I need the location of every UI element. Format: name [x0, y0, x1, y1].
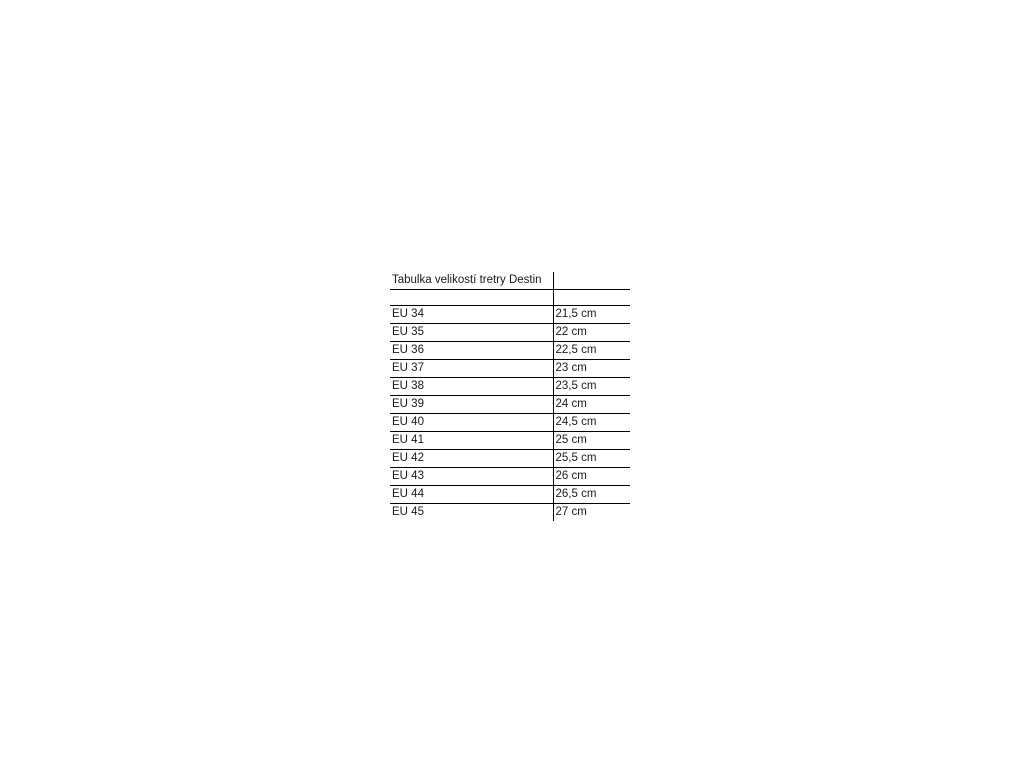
table-spacer-row — [390, 290, 630, 306]
size-cell: EU 45 — [390, 504, 553, 522]
table-row — [390, 360, 630, 378]
size-cell: EU 34 — [390, 306, 553, 324]
size-cell: EU 36 — [390, 342, 553, 360]
size-cell: EU 42 — [390, 450, 553, 468]
length-cell: 27 cm — [555, 506, 587, 518]
length-cell: 26,5 cm — [553, 486, 630, 504]
table-row — [390, 378, 630, 396]
table-row — [390, 396, 630, 414]
length-cell: 21,5 cm — [553, 306, 630, 324]
length-cell: 23 cm — [553, 360, 630, 378]
table-title-spacer — [553, 272, 630, 290]
length-cell: 24,5 cm — [553, 414, 630, 432]
length-cell: 25 cm — [553, 432, 630, 450]
table-row — [390, 414, 630, 432]
table-row — [390, 468, 630, 486]
table-title-row — [390, 272, 630, 290]
table-row — [390, 324, 630, 342]
size-cell: EU 35 — [390, 324, 553, 342]
table-row — [390, 504, 630, 522]
length-cell: 25,5 cm — [553, 450, 630, 468]
size-cell: EU 44 — [390, 486, 553, 504]
length-cell: 22 cm — [553, 324, 630, 342]
length-cell: 22,5 cm — [553, 342, 630, 360]
size-cell: EU 40 — [390, 414, 553, 432]
length-cell: 26 cm — [553, 468, 630, 486]
spacer-cell-left — [390, 290, 553, 306]
size-table — [390, 272, 630, 521]
size-cell: EU 39 — [390, 396, 553, 414]
size-cell: EU 43 — [390, 468, 553, 486]
table-row — [390, 432, 630, 450]
table-row — [390, 486, 630, 504]
length-cell: 24 cm — [553, 396, 630, 414]
size-chart — [390, 272, 630, 521]
table-row — [390, 450, 630, 468]
spacer-cell-right — [553, 290, 630, 306]
size-cell: EU 37 — [390, 360, 553, 378]
size-cell: EU 38 — [390, 378, 553, 396]
size-cell: EU 41 — [390, 432, 553, 450]
table-row — [390, 306, 630, 324]
length-cell: 23,5 cm — [553, 378, 630, 396]
page-title: Tabulka velikostí tretry Destin — [390, 272, 553, 290]
table-row — [390, 342, 630, 360]
